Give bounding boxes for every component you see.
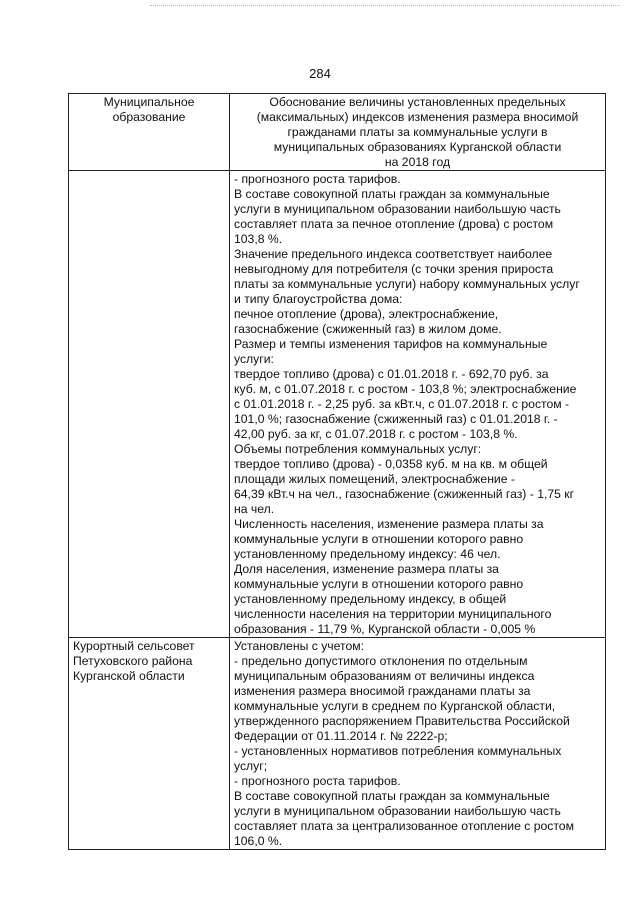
justification-line: газоснабжение (сжиженный газ) в жилом доме.	[234, 322, 502, 336]
justification-line: установленному предельному индексу, в общей	[234, 592, 507, 606]
municipality-cell	[69, 171, 230, 638]
justification-line: и типу благоустройства дома:	[234, 292, 403, 306]
justification-line: 101,0 %; газоснабжение (сжиженный газ) с 01.01.2018 г. -	[234, 412, 558, 426]
justification-line: площади жилых помещений, электроснабжение -	[234, 472, 515, 486]
justification-line: Численность населения, изменение размера платы за	[234, 517, 544, 531]
justification-line: коммунальные услуги в отношении которого равно	[234, 577, 524, 591]
justification-line: печное отопление (дрова), электроснабжение,	[234, 307, 499, 321]
scan-artifact-line	[150, 5, 620, 7]
justification-line: 64,39 кВт.ч на чел., газоснабжение (сжиженный газ) - 1,75 кг	[234, 487, 575, 501]
justification-line: Объемы потребления коммунальных услуг:	[234, 442, 482, 456]
table-header-row	[69, 94, 606, 171]
municipality-line: Курганской области	[73, 669, 185, 683]
table-row	[69, 171, 606, 638]
justification-line: услуги:	[234, 352, 274, 366]
header-municipality	[69, 94, 230, 171]
justification-line: Установлены с учетом:	[234, 639, 364, 653]
justification-line: услуг;	[234, 759, 268, 773]
header-justification-line: муниципальных образованиях Курганской области	[273, 140, 562, 154]
justification-line: - установленных нормативов потребления коммунальных	[234, 744, 562, 758]
page-number: 284	[309, 66, 331, 81]
justification-line: 103,8 %.	[234, 232, 283, 246]
justification-line: составляет плата за печное отопление (дрова) с ростом	[234, 217, 554, 231]
municipality-line: Курортный сельсовет	[73, 639, 195, 653]
justification-line: невыгодному для потребителя (с точки зрения прироста	[234, 262, 554, 276]
justification-line: платы за коммунальные услуги) набору коммунальных услуг	[234, 277, 580, 291]
tariff-justification-table	[68, 93, 606, 850]
justification-line: твердое топливо (дрова) - 0,0358 куб. м на кв. м общей	[234, 457, 548, 471]
justification-line: услуги в муниципальном образовании наибольшую часть	[234, 202, 561, 216]
justification-line: изменения размера вносимой гражданами платы за	[234, 684, 531, 698]
justification-line: 42,00 руб. за кг, с 01.07.2018 г. с ростом - 103,8 %.	[234, 427, 518, 441]
justification-cell	[230, 638, 606, 850]
justification-line: с 01.01.2018 г. - 2,25 руб. за кВт.ч, с 01.07.2018 г. с ростом -	[234, 397, 570, 411]
justification-line: услуги в муниципальном образовании наибольшую часть	[234, 804, 561, 818]
header-justification	[230, 94, 606, 171]
justification-line: установленному предельному индексу: 46 чел.	[234, 547, 501, 561]
header-municipality-line: Муниципальное	[103, 95, 195, 109]
justification-line: составляет плата за централизованное отопление с ростом	[234, 819, 574, 833]
municipality-line: Петуховского района	[73, 654, 193, 668]
justification-line: твердое топливо (дрова) с 01.01.2018 г. - 692,70 руб. за	[234, 367, 549, 381]
header-justification-line: гражданами платы за коммунальные услуги в	[287, 125, 548, 139]
justification-line: численности населения на территории муниципального	[234, 607, 552, 621]
justification-line: В составе совокупной платы граждан за коммунальные	[234, 187, 550, 201]
justification-line: на чел.	[234, 502, 275, 516]
justification-line: - предельно допустимого отклонения по отдельным	[234, 654, 528, 668]
justification-line: утвержденного распоряжением Правительства Российской	[234, 714, 570, 728]
justification-line: 106,0 %.	[234, 834, 283, 848]
header-municipality-line: образование	[112, 110, 186, 124]
header-justification-line: (максимальных) индексов изменения размера вносимой	[256, 110, 579, 124]
justification-line: куб. м, с 01.07.2018 г. с ростом - 103,8 %; электроснабжение	[234, 382, 577, 396]
justification-line: В составе совокупной платы граждан за коммунальные	[234, 789, 550, 803]
justification-line: коммунальные услуги в отношении которого равно	[234, 532, 524, 546]
justification-line: Федерации от 01.11.2014 г. № 2222-р;	[234, 729, 448, 743]
justification-line: - прогнозного роста тарифов.	[234, 172, 401, 186]
header-justification-line: на 2018 год	[384, 155, 451, 169]
municipality-cell	[69, 638, 230, 850]
header-justification-line: Обоснование величины установленных предельных	[269, 95, 566, 109]
justification-line: Размер и темпы изменения тарифов на коммунальные	[234, 337, 548, 351]
justification-cell	[230, 171, 606, 638]
justification-line: Значение предельного индекса соответствует наиболее	[234, 247, 553, 261]
justification-line: Доля населения, изменение размера платы за	[234, 562, 499, 576]
justification-line: коммунальные услуги в среднем по Курганской области,	[234, 699, 556, 713]
justification-line: муниципальным образованиям от величины индекса	[234, 669, 535, 683]
table-row	[69, 638, 606, 850]
justification-line: - прогнозного роста тарифов.	[234, 774, 401, 788]
justification-line: образования - 11,79 %, Курганской области - 0,005 %	[234, 622, 536, 636]
